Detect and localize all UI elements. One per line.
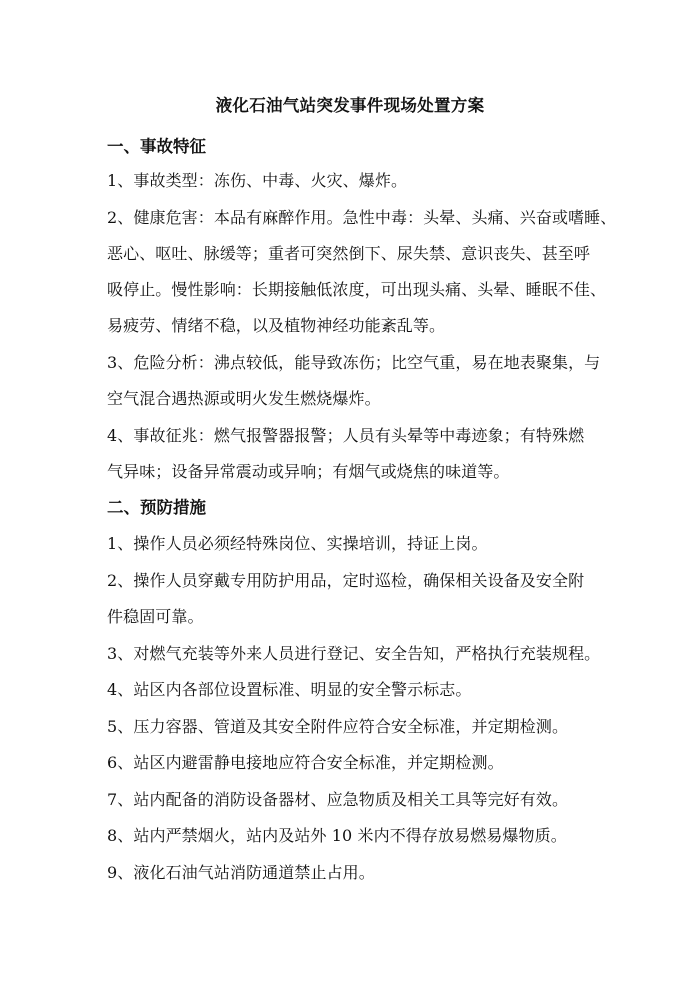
paragraph-line: 3、危险分析：沸点较低，能导致冻伤；比空气重，易在地表聚集，与 (107, 353, 601, 372)
paragraph-line: 3、对燃气充装等外来人员进行登记、安全告知，严格执行充装规程。 (107, 644, 601, 663)
paragraph-line: 2、操作人员穿戴专用防护用品，定时巡检，确保相关设备及安全附 (107, 571, 585, 590)
paragraph-line: 2、健康危害：本品有麻醉作用。急性中毒：头晕、头痛、兴奋或嗜睡、 (107, 208, 617, 227)
paragraph-line: 7、站内配备的消防设备器材、应急物质及相关工具等完好有效。 (107, 790, 569, 809)
paragraph-line: 5、压力容器、管道及其安全附件应符合安全标准，并定期检测。 (107, 717, 569, 736)
paragraph-line: 4、事故征兆：燃气报警器报警；人员有头晕等中毒迹象；有特殊燃 (107, 426, 585, 445)
paragraph-line: 9、液化石油气站消防通道禁止占用。 (107, 863, 375, 882)
section-heading-prevention: 二、预防措施 (107, 498, 206, 517)
section-heading-characteristics: 一、事故特征 (107, 137, 206, 156)
paragraph-line: 吸停止。慢性影响：长期接触低浓度，可出现头痛、头晕、睡眠不佳、 (107, 280, 607, 299)
paragraph-line: 件稳固可靠。 (107, 607, 204, 626)
paragraph-line: 空气混合遇热源或明火发生燃烧爆炸。 (107, 389, 381, 408)
paragraph-line: 4、站区内各部位设置标准、明显的安全警示标志。 (107, 680, 472, 699)
paragraph-line: 易疲劳、情绪不稳，以及植物神经功能紊乱等。 (107, 316, 446, 335)
paragraph-line: 6、站区内避雷静电接地应符合安全标准，并定期检测。 (107, 753, 504, 772)
paragraph-line: 气异味；设备异常震动或异响；有烟气或烧焦的味道等。 (107, 462, 510, 481)
paragraph-line: 恶心、呕吐、脉缓等；重者可突然倒下、尿失禁、意识丧失、甚至呼 (107, 244, 591, 263)
paragraph-line: 8、站内严禁烟火，站内及站外 10 米内不得存放易燃易爆物质。 (107, 826, 567, 845)
paragraph-line: 1、事故类型：冻伤、中毒、火灾、爆炸。 (107, 171, 408, 190)
paragraph-line: 1、操作人员必须经特殊岗位、实操培训，持证上岗。 (107, 534, 488, 553)
document-title: 液化石油气站突发事件现场处置方案 (215, 96, 485, 115)
